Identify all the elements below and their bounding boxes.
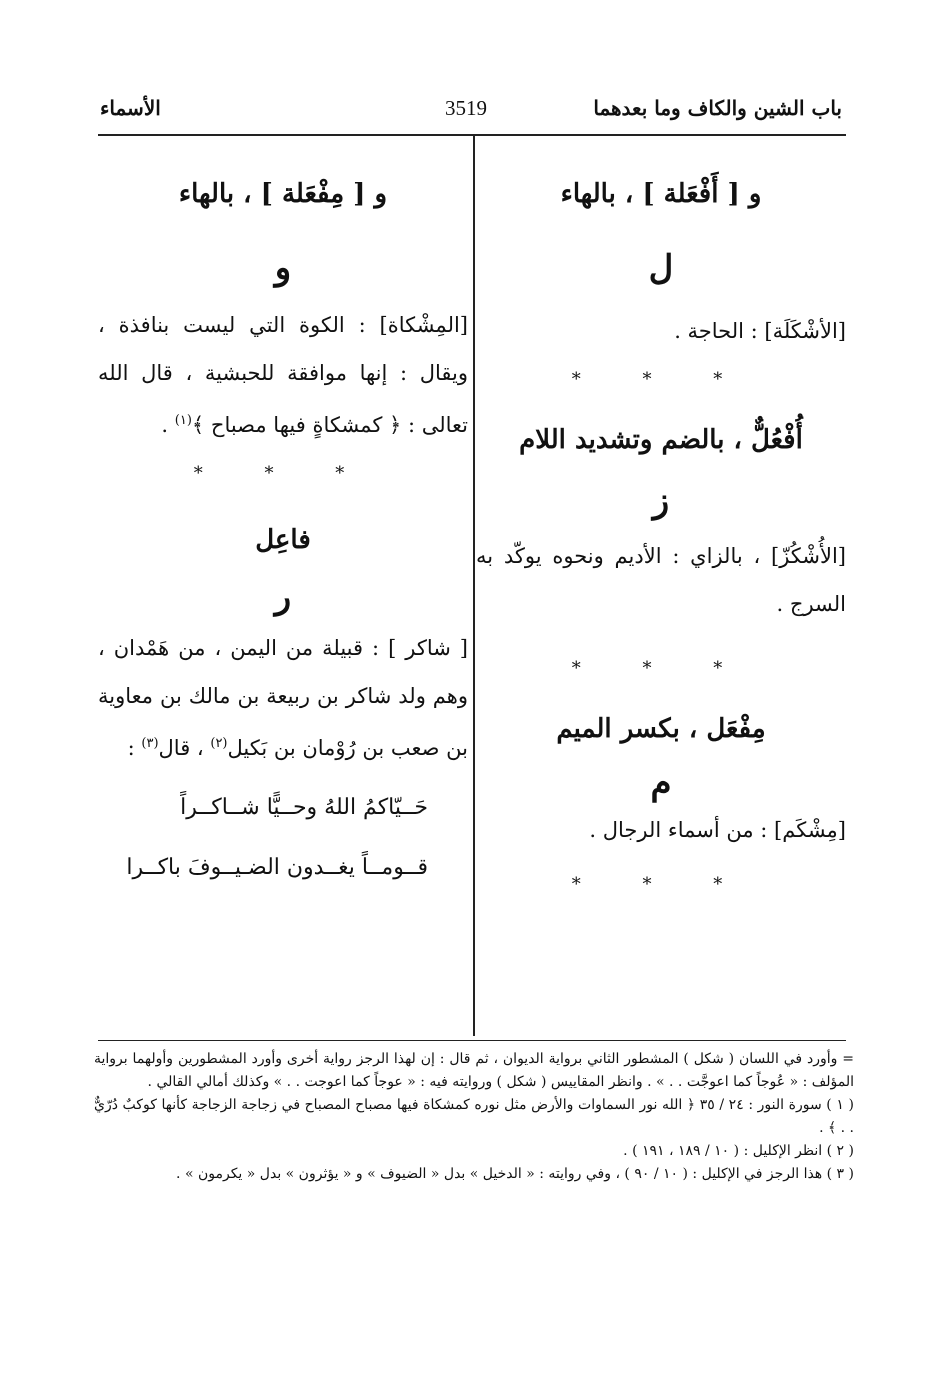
footnote-1: ( ١ ) سورة النور : ٢٤ / ٣٥ ﴿ الله نور السماوات والأرض مثل نوره كمشكاة فيها مصباح المصباح في زجاجة الزجاجة كأنها كوكبٌ دُرّيٌّ . . ﴾ . <box>94 1097 854 1136</box>
header-rule <box>98 134 846 136</box>
section-title: باب الشين والكاف وما بعدهما <box>593 96 842 120</box>
entry-body: [المِشْكاة] : الكوة التي ليست بنافذة ، ويقال : إنها موافقة للحبشية ، قال الله تعالى : ﴿ كمشكاةٍ فيها مصباح ﴾ <box>98 312 468 437</box>
entry-body: [ شاكر ] : قبيلة من اليمن ، من هَمْدان ، وهم ولد شاكر بن ربيعة بن مالك بن معاوية بن صعب بن رُوْمان بن بَكيل <box>98 636 468 761</box>
footnote-ref: (٣) <box>141 736 159 752</box>
entry-end: : <box>127 736 142 761</box>
section-separator: * * * <box>193 462 373 484</box>
footnote-rule <box>98 1040 846 1041</box>
entry-text: [الأُشْكُزّ] ، بالزاي : الأديم ونحوه يوكّد به السرج . <box>476 544 846 617</box>
pattern-heading: و [ مِفْعَلة ] ، بالهاء <box>178 179 388 209</box>
entry-end: . <box>161 412 175 437</box>
pattern-heading: مِفْعَل ، بكسر الميم <box>556 714 766 745</box>
entry-text <box>98 624 468 772</box>
section-separator: * * * <box>571 873 751 895</box>
letter-heading: م <box>650 762 672 803</box>
pattern-heading: فاعِل <box>255 524 311 555</box>
verse-line: حَــيّاكمُ اللهُ وحــيًّا شــاكــراً <box>180 795 428 821</box>
left-column <box>98 150 468 898</box>
section-separator: * * * <box>571 368 751 390</box>
footnote-ref: (٢) <box>210 736 228 752</box>
entry-text: [مِشْكَم] : من أسماء الرجال . <box>589 817 846 842</box>
entry-end: ، قال <box>158 736 211 761</box>
footnote-3: ( ٣ ) هذا الرجز في الإكليل : ( ١٠ / ٩٠ ) ، وفي روايته : « الدخيل » بدل « الضيوف » و « يؤثرون » بدل « يكرمون » . <box>176 1166 854 1182</box>
footnote-2: ( ٢ ) انظر الإكليل : ( ١٠ / ١٨٩ ، ١٩١ ) . <box>623 1143 854 1159</box>
category-label: الأسماء <box>100 96 161 120</box>
verse-line: قــومــاً يغــدون الضـيــوفَ باكــرا <box>126 855 428 881</box>
footnotes <box>94 1048 854 1186</box>
entry-text <box>98 301 468 449</box>
column-divider <box>473 136 475 1036</box>
letter-heading: و <box>274 247 292 288</box>
letter-heading: ز <box>652 481 670 522</box>
section-separator: * * * <box>571 658 751 680</box>
page-number: 3519 <box>445 96 487 120</box>
pattern-heading: و [ أَفْعَلة ] ، بالهاء <box>560 179 762 209</box>
right-column <box>476 150 846 895</box>
letter-heading: ر <box>274 577 292 618</box>
footnote-continuation: = وأورد في اللسان ( شكل ) المشطور الثاني برواية الديوان ، ثم قال : إن لهذا الرجز رواية أخرى وأورد المشطورين وأولهما برواية المؤلف : « عُوجاً كما اعوجَّت . . » . وانظر المقاييس ( شكل ) وروايته فيه : « عوجاً كما اعوجت . . » وكذلك أمالي القالي . <box>94 1051 854 1090</box>
footnote-ref: (١) <box>174 412 192 428</box>
letter-heading: ل <box>648 247 674 288</box>
pattern-heading: أُفْعُلٌّ ، بالضم وتشديد اللام <box>519 424 803 455</box>
entry-text: [الأشْكَلَة] : الحاجة . <box>674 318 846 343</box>
